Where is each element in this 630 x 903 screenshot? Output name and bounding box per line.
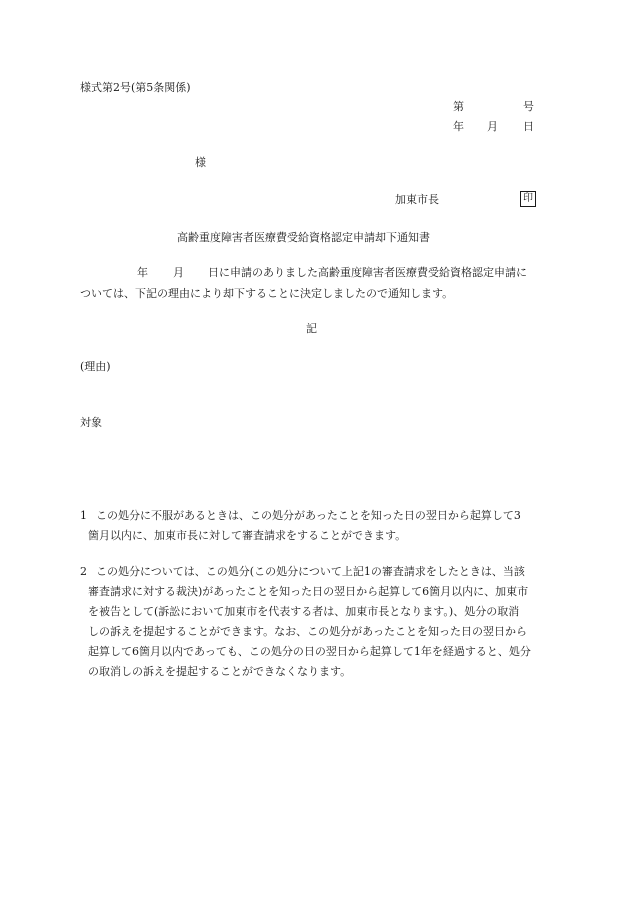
- target-label: 対象: [80, 416, 102, 429]
- notice-1-line-2: 箇月以内に、加東市長に対して審査請求をすることができます。: [88, 529, 407, 542]
- date-year-label: 年: [453, 120, 464, 133]
- document-title: 高齢重度障害者医療費受給資格認定申請却下通知書: [177, 231, 430, 244]
- notice-2-line-5: 起算して6箇月以内であっても、この処分の日の翌日から起算して1年を経過すると、処分: [88, 645, 531, 658]
- doc-number-suffix: 号: [523, 100, 534, 113]
- body-year-label: 年: [137, 266, 148, 279]
- notice-2-text-1: この処分については、この処分(この処分について上記1の審査請求をしたときは、当該: [96, 565, 525, 578]
- notice-2-line-1: [80, 565, 525, 579]
- notice-1-line-1: [80, 509, 521, 523]
- notice-1-text-1: この処分に不服があるときは、この処分があったことを知った日の翌日から起算して3: [96, 509, 521, 522]
- doc-number-prefix: 第: [453, 100, 464, 113]
- date-month-label: 月: [487, 120, 498, 133]
- reason-label: (理由): [80, 360, 111, 373]
- ki-heading: 記: [306, 322, 317, 335]
- body-paragraph-line2: ついては、下記の理由により却下することに決定しましたので通知します。: [80, 287, 454, 300]
- issuer-name: 加東市長: [395, 193, 439, 206]
- body-month-label: 月: [173, 266, 184, 279]
- notice-2-line-2: 審査請求に対する裁決)があったことを知った日の翌日から起算して6箇月以内に、加東市: [88, 585, 529, 598]
- addressee-honorific: 様: [195, 156, 206, 169]
- date-day-label: 日: [523, 120, 534, 133]
- notice-1-number: 1: [80, 509, 87, 522]
- notice-2-line-4: しの訴えを提起することができます。なお、この処分があったことを知った日の翌日から: [88, 625, 528, 638]
- notice-2-number: 2: [80, 565, 87, 578]
- notice-2-line-6: の取消しの訴えを提起することができなくなります。: [88, 665, 352, 678]
- notice-2-line-3: を被告として(訴訟において加東市を代表する者は、加東市長となります。)、処分の取消: [88, 605, 520, 618]
- body-line1-text: 日に申請のありました高齢重度障害者医療費受給資格認定申請に: [208, 266, 527, 279]
- seal-stamp: 印: [520, 191, 536, 207]
- form-number: 様式第2号(第5条関係): [80, 81, 191, 94]
